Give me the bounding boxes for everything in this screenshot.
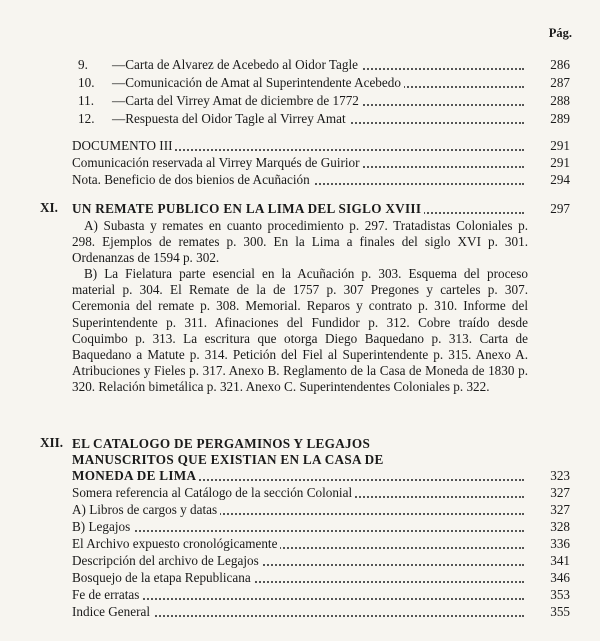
chapter-title-line: MONEDA DE LIMA bbox=[72, 468, 199, 483]
entry-title: Nota. Beneficio de dos bienios de Acuñación bbox=[72, 172, 313, 187]
toc-entry bbox=[72, 56, 570, 74]
entry-page: 336 bbox=[530, 535, 570, 553]
chapter-numeral: XII. bbox=[40, 435, 64, 450]
entry-title: DOCUMENTO III bbox=[72, 138, 175, 153]
toc-entry bbox=[72, 586, 570, 604]
toc-entry bbox=[72, 518, 570, 536]
entry-number: 9. bbox=[78, 57, 88, 72]
page-column-header: Pág. bbox=[548, 26, 572, 40]
entry-title: Somera referencia al Catálogo de la sección Colonial bbox=[72, 485, 355, 500]
toc-entry bbox=[72, 92, 570, 110]
entry-page: 286 bbox=[530, 56, 570, 74]
entry-title: —Respuesta del Oidor Tagle al Virrey Amat bbox=[112, 111, 346, 126]
entry-page: 355 bbox=[530, 603, 570, 621]
entry-title: Fe de erratas bbox=[72, 587, 142, 602]
entry-number: 12. bbox=[78, 111, 95, 126]
entry-title: Bosquejo de la etapa Republicana bbox=[72, 570, 254, 585]
chapter-xi-summary-b: B) La Fielatura parte esencial en la Acuñación p. 303. Esquema del proceso material p. 304. El Remate de la de 1757 p. 307 Pregones y carteles p. 307. Ceremonia del remate p. 308. Memorial. Reparos y contrato p. 310. Informe del Superintendente p. 311. Afinaciones del Fundidor p. 312. Cobre traído desde Coquimbo p. 313. La escritura que otorga Diego Baquedano p. 313. Carta de Baquedano a Matute p. 314. Petición del Fiel al Superintendente p. 315. Anexo A. Atribuciones y Fieles p. 317. Anexo B. Reglamento de la Casa de Moneda de 1830 p. 320. Relación bimetálica p. 321. Anexo C. Superintendentes Coloniales p. 322. bbox=[72, 266, 528, 395]
toc-entry bbox=[72, 501, 570, 519]
entry-title: B) Legajos bbox=[72, 519, 133, 534]
entry-title: —Carta de Alvarez de Acebedo al Oidor Tagle bbox=[112, 57, 359, 72]
leader-dots bbox=[72, 530, 524, 532]
toc-entry bbox=[72, 154, 570, 172]
toc-entry bbox=[72, 552, 570, 570]
entry-page: 341 bbox=[530, 552, 570, 570]
toc-entry bbox=[72, 569, 570, 587]
entry-page: 289 bbox=[530, 110, 570, 128]
entry-title: A) Libros de cargos y datas bbox=[72, 502, 220, 517]
entry-page: 291 bbox=[530, 137, 570, 155]
entry-title: Indice General bbox=[72, 604, 153, 619]
entry-title: —Carta del Virrey Amat de diciembre de 1772 bbox=[112, 93, 359, 108]
entry-page: 291 bbox=[530, 154, 570, 172]
toc-entry bbox=[72, 171, 570, 189]
entry-page: 328 bbox=[530, 518, 570, 536]
toc-entry bbox=[72, 484, 570, 502]
entry-page: 327 bbox=[530, 484, 570, 502]
entry-page: 346 bbox=[530, 569, 570, 587]
chapter-xi-summary-a: A) Subasta y remates en cuanto procedimiento p. 297. Tratadistas Coloniales p. 298. Ejemplos de remates p. 300. En la Lima a finales del siglo XVI p. 301. Ordenanzas de 1594 p. 302. bbox=[72, 218, 528, 266]
chapter-title-line: MANUSCRITOS QUE EXISTIAN EN LA CASA DE bbox=[72, 452, 384, 467]
entry-title: El Archivo expuesto cronológicamente bbox=[72, 536, 280, 551]
chapter-title: UN REMATE PUBLICO EN LA LIMA DEL SIGLO XVIII bbox=[72, 201, 424, 216]
chapter-page: 297 bbox=[530, 200, 570, 218]
toc-entry bbox=[72, 535, 570, 553]
entry-number: 11. bbox=[78, 93, 94, 108]
entry-page: 287 bbox=[530, 74, 570, 92]
toc-entry bbox=[72, 110, 570, 128]
entry-number: 10. bbox=[78, 75, 95, 90]
toc-entry bbox=[72, 74, 570, 92]
chapter-title-line: EL CATALOGO DE PERGAMINOS Y LEGAJOS bbox=[72, 436, 371, 451]
chapter-numeral: XI. bbox=[40, 200, 58, 215]
entry-page: 294 bbox=[530, 171, 570, 189]
entry-title: Descripción del archivo de Legajos bbox=[72, 553, 262, 568]
chapter-page: 323 bbox=[530, 467, 570, 485]
chapter-heading bbox=[72, 467, 570, 485]
chapter-heading bbox=[72, 200, 570, 218]
entry-title: Comunicación reservada al Virrey Marqués de Guirior bbox=[72, 155, 363, 170]
toc-entry bbox=[72, 603, 570, 621]
toc-entry bbox=[72, 137, 570, 155]
entry-page: 327 bbox=[530, 501, 570, 519]
entry-title: —Comunicación de Amat al Superintendente Acebedo bbox=[112, 75, 401, 90]
entry-page: 288 bbox=[530, 92, 570, 110]
entry-page: 353 bbox=[530, 586, 570, 604]
